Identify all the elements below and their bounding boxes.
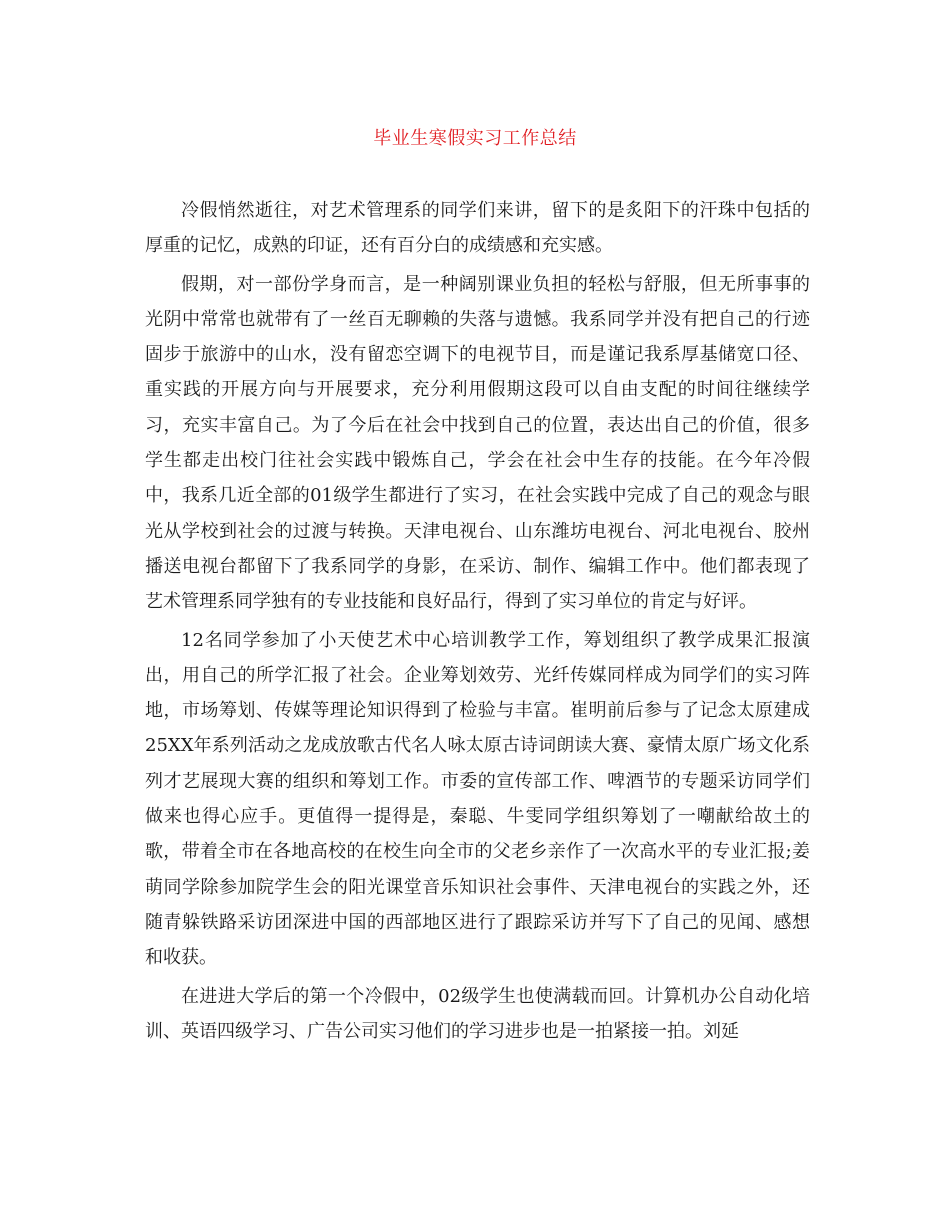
document-title: 毕业生寒假实习工作总结 xyxy=(373,128,577,149)
document-body xyxy=(145,193,810,1052)
paragraph: 冷假悄然逝往，对艺术管理系的同学们来讲，留下的是炙阳下的汗珠中包括的厚重的记忆，成熟的印证，还有百分白的成绩感和充实感。 xyxy=(145,200,810,257)
paragraph: 12名同学参加了小天使艺术中心培训教学工作，筹划组织了教学成果汇报演出，用自己的所学汇报了社会。企业筹划效劳、光纤传媒同样成为同学们的实习阵地，市场筹划、传媒等理论知识得到了检验与丰富。崔明前后参与了记念太原建成25XX年系列活动之龙成放歌古代名人咏太原古诗词朗读大赛、豪情太原广场文化系列才艺展现大赛的组织和筹划工作。市委的宣传部工作、啤酒节的专题采访同学们做来也得心应手。更值得一提得是，秦聪、牛雯同学组织筹划了一嘲献给故土的歌，带着全市在各地高校的在校生向全市的父老乡亲作了一次高水平的专业汇报;姜萌同学除参加院学生会的阳光课堂音乐知识社会事件、天津电视台的实践之外，还随青躲铁路采访团深进中国的西部地区进行了跟踪采访并写下了自己的见闻、感想和收获。 xyxy=(145,629,810,969)
paragraph: 在进进大学后的第一个冷假中，02级学生也使满载而回。计算机办公自动化培训、英语四级学习、广告公司实习他们的学习进步也是一拍紧接一拍。刘延 xyxy=(145,985,810,1042)
paragraph: 假期，对一部份学身而言，是一种阔别课业负担的轻松与舒服，但无所事事的光阴中常常也就带有了一丝百无聊赖的失落与遗憾。我系同学并没有把自己的行迹固步于旅游中的山水，没有留恋空调下的电视节目，而是谨记我系厚基储宽口径、重实践的开展方向与开展要求，充分利用假期这段可以自由支配的时间往继续学习，充实丰富自己。为了今后在社会中找到自己的位置，表达出自己的价值，很多学生都走出校门往社会实践中锻炼自己，学会在社会中生存的技能。在今年冷假中，我系几近全部的01级学生都进行了实习，在社会实践中完成了自己的观念与眼光从学校到社会的过渡与转换。天津电视台、山东潍坊电视台、河北电视台、胶州播送电视台都留下了我系同学的身影，在采访、制作、编辑工作中。他们都表现了艺术管理系同学独有的专业技能和良好品行，得到了实习单位的肯定与好评。 xyxy=(145,273,810,613)
